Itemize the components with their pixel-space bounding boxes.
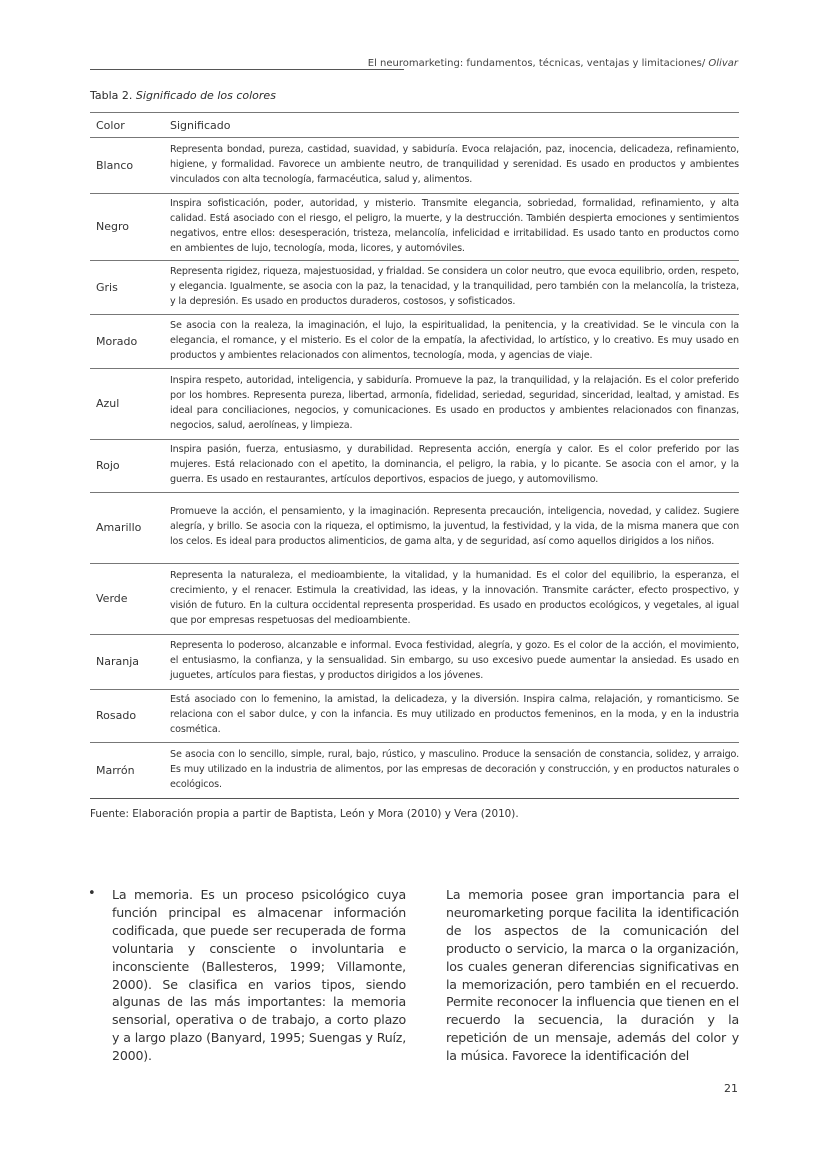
body-column-left [88,886,406,1065]
body-column-right [446,886,739,1065]
page-number: 21 [724,1082,738,1095]
color-meaning: Promueve la acción, el pensamiento, y la imaginación. Representa precaución, inteligencia, novedad, y calidez. Sugiere alegría, y brillo. Se asocia con la riqueza, el optimismo, la juventud, la festividad, y la vida, de la misma manera que con los celos. Es ideal para productos alimenticios, de gama alta, y de seguridad, así como aquellos dirigidos a los niños. [167,492,739,563]
table-caption-label: Tabla 2. [90,89,133,102]
header-title-text: El neuromarketing: fundamentos, técnicas, ventajas y limitaciones/ [367,58,706,69]
color-name: Naranja [90,634,167,689]
column-header-meaning: Significado [167,113,739,138]
memory-importance-paragraph: La memoria posee gran importancia para el neuromarketing porque facilita la identificación de los aspectos de la comunicación del producto o servicio, la marca o la organización, los cuales generan diferencias significativas en la memorización, pero también en el recuerdo. Permite reconocer la influencia que tienen en el recuerdo la secuencia, la duración y la repetición de un mensaje, además del color y la música. Favorece la identificación del [446,887,739,1064]
color-meaning: Representa la naturaleza, el medioambiente, la vitalidad, y la humanidad. Es el color del equilibrio, la esperanza, el crecimiento, y el renacer. Estimula la creatividad, las ideas, y la innovación. Transmite carácter, efecto prospectivo, y visión de futuro. En la cultura occidental representa prosperidad. Es usado en productos ecológicos, y vegetales, al igual que por empresas respetuosas del medioambiente. [167,563,739,634]
table-row [90,138,739,194]
color-name: Blanco [90,138,167,194]
color-name: Azul [90,368,167,439]
table-row [90,368,739,439]
color-meaning: Inspira sofisticación, poder, autoridad, y misterio. Transmite elegancia, sobriedad, formalidad, refinamiento, y alta calidad. Está asociado con el riesgo, el peligro, la muerte, y la destrucción. También despierta emociones y sentimientos negativos, entre ellos: desesperación, tristeza, melancolía, infelicidad e irritabilidad. Es usado tanto en productos como en ambientes de lujo, tecnología, moda, licores, y automóviles. [167,194,739,261]
color-meaning: Inspira respeto, autoridad, inteligencia, y sabiduría. Promueve la paz, la tranquilidad, y la relajación. Es el color preferido por los hombres. Representa pureza, libertad, armonía, fidelidad, seriedad, seguridad, sinceridad, lealtad, y amistad. Es ideal para conciliaciones, negocios, y comunicaciones. Es usado en productos y ambientes relacionados con finanzas, negocios, salud, aerolíneas, y limpieza. [167,368,739,439]
color-meaning-table [90,112,739,799]
table-row [90,634,739,689]
color-name: Rosado [90,689,167,742]
color-name: Gris [90,260,167,314]
table-row [90,689,739,742]
bullet-marker: • [88,886,96,901]
column-header-color: Color [90,113,167,138]
color-meaning: Se asocia con la realeza, la imaginación, el lujo, la espiritualidad, la penitencia, y la creatividad. Se le vincula con la elegancia, el romance, y el misterio. Es el color de la empatía, la afectividad, lo artístico, y lo creativo. Es muy usado en productos y ambientes relacionados con alimentos, tecnología, moda, y agencias de viaje. [167,314,739,368]
table-row [90,314,739,368]
header-rule [90,69,404,70]
color-meaning: Está asociado con lo femenino, la amistad, la delicadeza, y la diversión. Inspira calma, relajación, y romanticismo. Se relaciona con el sabor dulce, y con la infancia. Es muy utilizado en productos femeninos, en la moda, y en la industria cosmética. [167,689,739,742]
color-name: Amarillo [90,492,167,563]
color-meaning: Inspira pasión, fuerza, entusiasmo, y durabilidad. Representa acción, energía y calor. Es el color preferido por las mujeres. Está relacionado con el apetito, la dominancia, el peligro, la rabia, y lo picante. Se asocia con el amor, y la guerra. Es usado en restaurantes, artículos deportivos, espacios de juego, y automovilismo. [167,439,739,492]
table-row [90,439,739,492]
color-name: Rojo [90,439,167,492]
color-name: Verde [90,563,167,634]
running-header [90,58,738,74]
color-name: Negro [90,194,167,261]
header-title [368,58,738,69]
table-caption-title: Significado de los colores [135,89,276,102]
table-header-row [90,113,739,138]
color-name: Marrón [90,742,167,798]
table-source-note: Fuente: Elaboración propia a partir de Baptista, León y Mora (2010) y Vera (2010). [90,808,519,820]
table-row [90,742,739,798]
header-author: Olivar [708,58,738,69]
color-meaning: Representa lo poderoso, alcanzable e informal. Evoca festividad, alegría, y gozo. Es el color de la acción, el movimiento, el entusiasmo, la confianza, y la sensualidad. Sin embargo, su uso excesivo puede aumentar la ansiedad. Es usado en juguetes, artículos para fiestas, y productos dirigidos a los jóvenes. [167,634,739,689]
color-name: Morado [90,314,167,368]
color-meaning: Representa bondad, pureza, castidad, suavidad, y sabiduría. Evoca relajación, paz, inocencia, delicadeza, refinamiento, higiene, y formalidad. Favorece un ambiente neutro, de tranquilidad y serenidad. Es usado en productos y ambientes vinculados con alta tecnología, farmacéutica, salud y, alimentos. [167,138,739,194]
memory-bullet-paragraph: La memoria. Es un proceso psicológico cuya función principal es almacenar información codificada, que puede ser recuperada de forma voluntaria y consciente o involuntaria e inconsciente (Ballesteros, 1999; Villamonte, 2000). Se clasifica en varios tipos, siendo algunas de las más importantes: la memoria sensorial, operativa o de trabajo, a corto plazo y a largo plazo (Banyard, 1995; Suengas y Ruíz, 2000). [112,887,406,1064]
table-caption [90,89,276,102]
color-meaning: Se asocia con lo sencillo, simple, rural, bajo, rústico, y masculino. Produce la sensación de constancia, solidez, y arraigo. Es muy utilizado en la industria de alimentos, por las empresas de decoración y construcción, y en productos naturales o ecológicos. [167,742,739,798]
color-meaning: Representa rigidez, riqueza, majestuosidad, y frialdad. Se considera un color neutro, que evoca equilibrio, orden, respeto, y elegancia. Igualmente, se asocia con la paz, la tenacidad, y la tranquilidad, pero también con la melancolía, la tristeza, y la depresión. Es usado en productos duraderos, costosos, y sofisticados. [167,260,739,314]
table-row [90,563,739,634]
table-row [90,194,739,261]
table-row [90,260,739,314]
table-row [90,492,739,563]
